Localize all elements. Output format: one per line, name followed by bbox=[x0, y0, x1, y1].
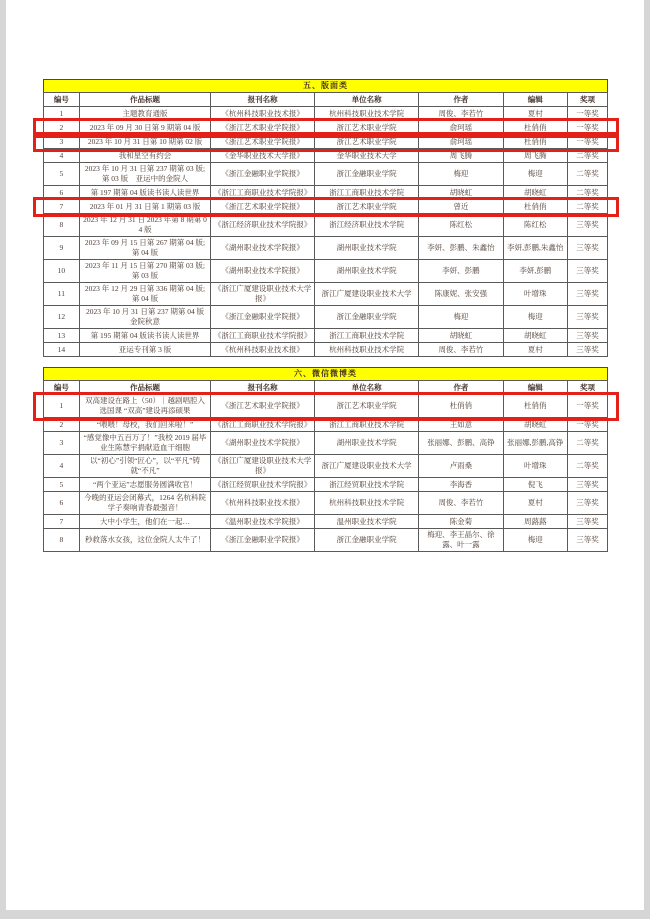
section-title: 六、微信微博类 bbox=[43, 367, 608, 380]
table-cell: 浙江金融职业学院 bbox=[314, 306, 419, 329]
table-cell: 双高建设在路上（50）｜越剧唱腔入选国课 “双高”建设再添硕果 bbox=[79, 395, 211, 418]
table-cell: 李妍、彭鹏、朱鑫怡 bbox=[419, 237, 503, 260]
table-row bbox=[44, 343, 608, 357]
column-header: 编辑 bbox=[503, 93, 567, 107]
table-cell: 叶增珠 bbox=[503, 283, 567, 306]
table-row bbox=[44, 306, 608, 329]
table-cell: 俞珂瑶 bbox=[419, 135, 503, 149]
table-cell: 三等奖 bbox=[568, 329, 608, 343]
column-header: 编号 bbox=[44, 381, 80, 395]
table-cell: 胡晓虹 bbox=[419, 186, 503, 200]
table-cell: 12 bbox=[44, 306, 80, 329]
column-header: 作者 bbox=[419, 381, 503, 395]
table-cell: 一等奖 bbox=[568, 107, 608, 121]
table-cell: 杭州科技职业技术学院 bbox=[314, 492, 419, 515]
column-header: 编辑 bbox=[503, 381, 567, 395]
column-header: 作者 bbox=[419, 93, 503, 107]
table-cell: 张丽娜,彭鹏,高铮 bbox=[503, 432, 567, 455]
table-cell: 8 bbox=[44, 214, 80, 237]
table-row bbox=[44, 478, 608, 492]
table-cell: 6 bbox=[44, 186, 80, 200]
table-header-row bbox=[44, 381, 608, 395]
table-cell: 杜俏俏 bbox=[503, 200, 567, 214]
table-cell: 2023 年 11 月 15 日第 270 期第 03 版;第 03 版 bbox=[79, 260, 211, 283]
table-cell: 李妍,彭鹏,朱鑫怡 bbox=[503, 237, 567, 260]
table-cell: 以“初心”引领“匠心”，以“平凡”铸就“不凡” bbox=[79, 455, 211, 478]
document-page bbox=[6, 0, 644, 910]
table-cell: 周飞腾 bbox=[419, 149, 503, 163]
table-cell: 9 bbox=[44, 237, 80, 260]
section-wechat-weibo-category bbox=[43, 367, 608, 552]
table-cell: 三等奖 bbox=[568, 237, 608, 260]
table-cell: 三等奖 bbox=[568, 515, 608, 529]
table-row bbox=[44, 492, 608, 515]
table-cell: 夏村 bbox=[503, 343, 567, 357]
table-cell: 《湖州职业技术学院报》 bbox=[211, 432, 314, 455]
table-row bbox=[44, 260, 608, 283]
table-cell: 三等奖 bbox=[568, 478, 608, 492]
table-cell: 叶增珠 bbox=[503, 455, 567, 478]
table-cell: 一等奖 bbox=[568, 418, 608, 432]
table-row bbox=[44, 418, 608, 432]
table-cell: 夏村 bbox=[503, 107, 567, 121]
table-cell: 8 bbox=[44, 529, 80, 552]
table-row bbox=[44, 455, 608, 478]
table-row bbox=[44, 515, 608, 529]
table-cell: 梅迎 bbox=[419, 163, 503, 186]
table-row bbox=[44, 237, 608, 260]
table-cell: 《浙江艺术职业学院报》 bbox=[211, 135, 314, 149]
table-cell: 湖州职业技术学院 bbox=[314, 237, 419, 260]
table-cell: 一等奖 bbox=[568, 135, 608, 149]
table-cell: 梅迎 bbox=[419, 306, 503, 329]
table-cell: 《温州职业技术学院报》 bbox=[211, 515, 314, 529]
column-header: 编号 bbox=[44, 93, 80, 107]
table-cell: 3 bbox=[44, 432, 80, 455]
table-cell: 《浙江广厦建设职业技术大学报》 bbox=[211, 455, 314, 478]
table-cell: 浙江工商职业技术学院 bbox=[314, 186, 419, 200]
table-cell: 陈康妮、张安强 bbox=[419, 283, 503, 306]
table-cell: 周蕗蕗 bbox=[503, 515, 567, 529]
table-cell: 温州职业技术学院 bbox=[314, 515, 419, 529]
table-cell: 1 bbox=[44, 107, 80, 121]
table-cell: 《杭州科技职业技术报》 bbox=[211, 343, 314, 357]
table-cell: 第 195 期第 04 版读书读人读世界 bbox=[79, 329, 211, 343]
table-cell: 周俊、李若竹 bbox=[419, 492, 503, 515]
table-cell: 5 bbox=[44, 163, 80, 186]
table-cell: 2023 年 10 月 31 日第 237 期第 04 版 金院秋意 bbox=[79, 306, 211, 329]
table-cell: 杭州科技职业技术学院 bbox=[314, 107, 419, 121]
column-header: 作品标题 bbox=[79, 93, 211, 107]
table-cell: 2 bbox=[44, 418, 80, 432]
table-cell: 《浙江金融职业学院报》 bbox=[211, 163, 314, 186]
table-cell: 金华职业技术大学 bbox=[314, 149, 419, 163]
table-cell: 3 bbox=[44, 135, 80, 149]
table-cell: 三等奖 bbox=[568, 283, 608, 306]
layout-awards-table bbox=[43, 92, 608, 357]
section-layout-category bbox=[43, 79, 608, 357]
table-cell: 二等奖 bbox=[568, 200, 608, 214]
table-cell: 梅迎、李王晶尔、徐露、叶一露 bbox=[419, 529, 503, 552]
table-cell: 2023 年 01 月 31 日第 1 期第 03 版 bbox=[79, 200, 211, 214]
table-cell: 《金华职业技术大学报》 bbox=[211, 149, 314, 163]
table-cell: 我和星空有约会 bbox=[79, 149, 211, 163]
table-cell: 李海香 bbox=[419, 478, 503, 492]
table-cell: 2023 年 12 月 31 日 2023 年第 8 期第 04 版 bbox=[79, 214, 211, 237]
table-cell: 浙江广厦建设职业技术大学 bbox=[314, 283, 419, 306]
column-header: 报刊名称 bbox=[211, 381, 314, 395]
column-header: 单位名称 bbox=[314, 381, 419, 395]
table-cell: 《杭州科技职业技术报》 bbox=[211, 107, 314, 121]
table-cell: 《浙江广厦建设职业技术大学报》 bbox=[211, 283, 314, 306]
table-cell: 张丽娜、彭鹏、高铮 bbox=[419, 432, 503, 455]
table-body bbox=[44, 107, 608, 357]
table-row bbox=[44, 149, 608, 163]
table-cell: 13 bbox=[44, 329, 80, 343]
table-cell: 二等奖 bbox=[568, 432, 608, 455]
table-cell: 2023 年 10 月 31 日第 10 期第 02 版 bbox=[79, 135, 211, 149]
table-cell: 梅迎 bbox=[503, 163, 567, 186]
header-row bbox=[44, 381, 608, 395]
column-header: 单位名称 bbox=[314, 93, 419, 107]
table-row bbox=[44, 186, 608, 200]
table-row bbox=[44, 200, 608, 214]
table-cell: 《浙江金融职业学院报》 bbox=[211, 529, 314, 552]
table-row bbox=[44, 163, 608, 186]
table-cell: 2 bbox=[44, 121, 80, 135]
table-cell: 浙江艺术职业学院 bbox=[314, 395, 419, 418]
table-header-row bbox=[44, 93, 608, 107]
table-cell: 二等奖 bbox=[568, 455, 608, 478]
table-cell: 浙江艺术职业学院 bbox=[314, 135, 419, 149]
table-cell: 三等奖 bbox=[568, 529, 608, 552]
table-cell: 杜俏俏 bbox=[503, 135, 567, 149]
table-cell: 2023 年 09 月 30 日第 9 期第 04 版 bbox=[79, 121, 211, 135]
wechat-weibo-awards-table bbox=[43, 380, 608, 552]
column-header: 奖项 bbox=[568, 93, 608, 107]
table-cell: 《浙江工商职业技术学院报》 bbox=[211, 418, 314, 432]
table-cell: 陈金菊 bbox=[419, 515, 503, 529]
table-cell: 《浙江金融职业学院报》 bbox=[211, 306, 314, 329]
table-cell: 二等奖 bbox=[568, 149, 608, 163]
table-cell: 《浙江工商职业技术学院报》 bbox=[211, 186, 314, 200]
table-cell: 一等奖 bbox=[568, 121, 608, 135]
table-cell: 杜俏俏 bbox=[503, 395, 567, 418]
table-cell: 《浙江艺术职业学院报》 bbox=[211, 200, 314, 214]
table-cell: 胡晓虹 bbox=[503, 329, 567, 343]
table-cell: 第 197 期第 04 版读书读人读世界 bbox=[79, 186, 211, 200]
table-cell: 杜俏俏 bbox=[503, 121, 567, 135]
table-cell: 一等奖 bbox=[568, 395, 608, 418]
table-cell: 《湖州职业技术学院报》 bbox=[211, 237, 314, 260]
table-cell: 王如意 bbox=[419, 418, 503, 432]
table-row bbox=[44, 329, 608, 343]
table-cell: 2023 年 09 月 15 日第 267 期第 04 版;第 04 版 bbox=[79, 237, 211, 260]
table-cell: 浙江经贸职业技术学院 bbox=[314, 478, 419, 492]
table-cell: 2023 年 10 月 31 日第 237 期第 03 版;第 03 版 亚运中的金院人 bbox=[79, 163, 211, 186]
table-cell: 二等奖 bbox=[568, 186, 608, 200]
table-cell: 俞珂瑶 bbox=[419, 121, 503, 135]
table-cell: 二等奖 bbox=[568, 163, 608, 186]
table-cell: 浙江工商职业技术学院 bbox=[314, 329, 419, 343]
table-cell: 6 bbox=[44, 492, 80, 515]
table-cell: 胡晓虹 bbox=[419, 329, 503, 343]
table-cell: 10 bbox=[44, 260, 80, 283]
table-cell: 周俊、李若竹 bbox=[419, 107, 503, 121]
table-cell: 浙江经济职业技术学院 bbox=[314, 214, 419, 237]
table-cell: 今晚的亚运会闭幕式，1264 名杭科院学子奏响青春最强音！ bbox=[79, 492, 211, 515]
table-cell: 4 bbox=[44, 455, 80, 478]
table-cell: 7 bbox=[44, 200, 80, 214]
table-cell: 《杭州科技职业技术报》 bbox=[211, 492, 314, 515]
table-cell: 浙江艺术职业学院 bbox=[314, 121, 419, 135]
table-cell: “喂喂！母校，我们回来啦！” bbox=[79, 418, 211, 432]
table-cell: 胡晓虹 bbox=[503, 418, 567, 432]
header-row bbox=[44, 93, 608, 107]
table-cell: 三等奖 bbox=[568, 214, 608, 237]
table-body bbox=[44, 395, 608, 552]
table-row bbox=[44, 107, 608, 121]
table-cell: 夏村 bbox=[503, 492, 567, 515]
table-cell: 14 bbox=[44, 343, 80, 357]
table-cell: 杜俏俏 bbox=[419, 395, 503, 418]
table-cell: 湖州职业技术学院 bbox=[314, 260, 419, 283]
table-cell: 李妍、彭鹏 bbox=[419, 260, 503, 283]
section-title: 五、版面类 bbox=[43, 79, 608, 92]
table-cell: 11 bbox=[44, 283, 80, 306]
table-cell: 三等奖 bbox=[568, 343, 608, 357]
table-cell: 陈红松 bbox=[419, 214, 503, 237]
table-cell: 周飞腾 bbox=[503, 149, 567, 163]
table-cell: 李妍,彭鹏 bbox=[503, 260, 567, 283]
table-cell: 亚运专刊第 3 版 bbox=[79, 343, 211, 357]
table-cell: 《浙江艺术职业学院报》 bbox=[211, 395, 314, 418]
table-cell: 《湖州职业技术学院报》 bbox=[211, 260, 314, 283]
table-cell: 《浙江经贸职业技术学院报》 bbox=[211, 478, 314, 492]
table-cell: 三等奖 bbox=[568, 492, 608, 515]
table-row bbox=[44, 432, 608, 455]
table-cell: 《浙江艺术职业学院报》 bbox=[211, 121, 314, 135]
table-cell: 浙江艺术职业学院 bbox=[314, 200, 419, 214]
column-header: 作品标题 bbox=[79, 381, 211, 395]
table-cell: 浙江金融职业学院 bbox=[314, 529, 419, 552]
table-cell: 4 bbox=[44, 149, 80, 163]
table-cell: 《浙江经济职业技术学院报》 bbox=[211, 214, 314, 237]
table-cell: 1 bbox=[44, 395, 80, 418]
table-cell: 陈红松 bbox=[503, 214, 567, 237]
table-cell: 5 bbox=[44, 478, 80, 492]
column-header: 奖项 bbox=[568, 381, 608, 395]
table-cell: 湖州职业技术学院 bbox=[314, 432, 419, 455]
table-cell: 大中小学生，他们在一起… bbox=[79, 515, 211, 529]
table-cell: 秒救落水女孩，这位金院人太牛了！ bbox=[79, 529, 211, 552]
table-cell: 7 bbox=[44, 515, 80, 529]
table-row bbox=[44, 121, 608, 135]
table-cell: 杭州科技职业技术学院 bbox=[314, 343, 419, 357]
table-row bbox=[44, 529, 608, 552]
table-row bbox=[44, 395, 608, 418]
table-row bbox=[44, 135, 608, 149]
table-cell: 倪飞 bbox=[503, 478, 567, 492]
table-cell: 胡晓虹 bbox=[503, 186, 567, 200]
table-cell: 《浙江工商职业技术学院报》 bbox=[211, 329, 314, 343]
table-row bbox=[44, 283, 608, 306]
table-cell: “两个亚运”志愿服务圆满收官！ bbox=[79, 478, 211, 492]
table-cell: 浙江广厦建设职业技术大学 bbox=[314, 455, 419, 478]
column-header: 报刊名称 bbox=[211, 93, 314, 107]
table-cell: 主题教育通版 bbox=[79, 107, 211, 121]
table-cell: 浙江工商职业技术学院 bbox=[314, 418, 419, 432]
table-cell: “感觉像中五百万了！”我校 2019 届毕业生陈慧宇捐献造血干细胞 bbox=[79, 432, 211, 455]
table-cell: 三等奖 bbox=[568, 306, 608, 329]
table-cell: 梅迎 bbox=[503, 529, 567, 552]
table-cell: 曾近 bbox=[419, 200, 503, 214]
table-cell: 三等奖 bbox=[568, 260, 608, 283]
table-cell: 浙江金融职业学院 bbox=[314, 163, 419, 186]
table-cell: 梅迎 bbox=[503, 306, 567, 329]
table-cell: 2023 年 12 月 29 日第 336 期第 04 版;第 04 版 bbox=[79, 283, 211, 306]
table-row bbox=[44, 214, 608, 237]
table-cell: 卢雨桑 bbox=[419, 455, 503, 478]
table-cell: 周俊、李若竹 bbox=[419, 343, 503, 357]
